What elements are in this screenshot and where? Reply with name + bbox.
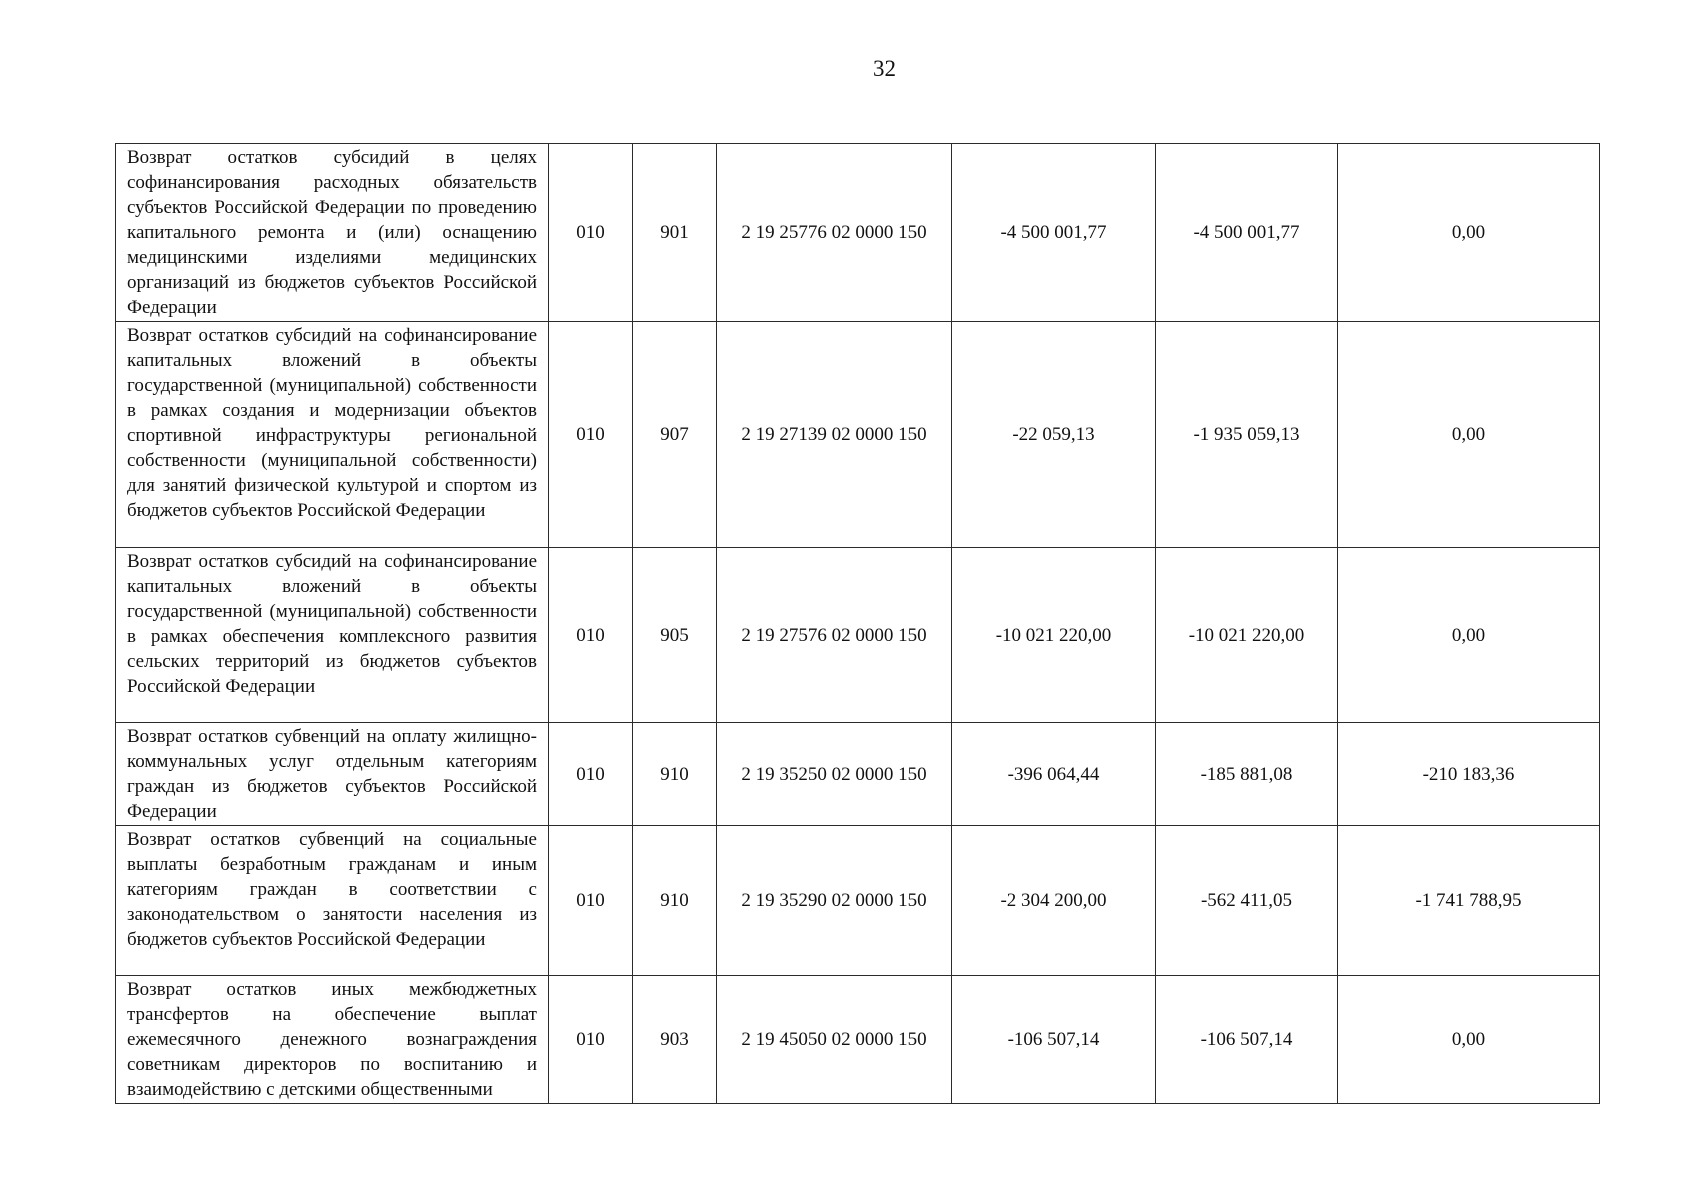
- remainder-amount: 0,00: [1338, 548, 1600, 723]
- table-row: [116, 144, 1600, 322]
- section-code: 010: [549, 548, 633, 723]
- administrator-code: 910: [633, 723, 717, 826]
- row-description: Возврат остатков иных межбюджетных трансфертов на обеспечение выплат ежемесячного денежного вознаграждения советникам директоров по воспитанию и взаимодействию с детскими общественными: [116, 976, 549, 1104]
- section-code: 010: [549, 144, 633, 322]
- total-amount: -10 021 220,00: [952, 548, 1156, 723]
- section-code: 010: [549, 723, 633, 826]
- table-row: [116, 723, 1600, 826]
- budget-classification-code: 2 19 27576 02 0000 150: [717, 548, 952, 723]
- remainder-amount: 0,00: [1338, 322, 1600, 548]
- administrator-code: 907: [633, 322, 717, 548]
- total-amount: -106 507,14: [952, 976, 1156, 1104]
- section-code: 010: [549, 976, 633, 1104]
- total-amount: -2 304 200,00: [952, 826, 1156, 976]
- administrator-code: 901: [633, 144, 717, 322]
- table-row: [116, 826, 1600, 976]
- remainder-amount: 0,00: [1338, 976, 1600, 1104]
- returned-amount: -1 935 059,13: [1156, 322, 1338, 548]
- budget-classification-code: 2 19 27139 02 0000 150: [717, 322, 952, 548]
- page-number: 32: [873, 56, 896, 81]
- table-row: [116, 548, 1600, 723]
- administrator-code: 910: [633, 826, 717, 976]
- administrator-code: 905: [633, 548, 717, 723]
- row-description: Возврат остатков субвенций на социальные выплаты безработным гражданам и иным категориям граждан в соответствии с законодательством о занятости населения из бюджетов субъектов Российской Федерации: [116, 826, 549, 976]
- budget-classification-code: 2 19 35290 02 0000 150: [717, 826, 952, 976]
- administrator-code: 903: [633, 976, 717, 1104]
- budget-classification-code: 2 19 45050 02 0000 150: [717, 976, 952, 1104]
- returned-amount: -185 881,08: [1156, 723, 1338, 826]
- row-description: Возврат остатков субсидий в целях софинансирования расходных обязательств субъектов Российской Федерации по проведению капитального ремонта и (или) оснащению медицинскими изделиями медицинских организаций из бюджетов субъектов Российской Федерации: [116, 144, 549, 322]
- remainder-amount: 0,00: [1338, 144, 1600, 322]
- returned-amount: -562 411,05: [1156, 826, 1338, 976]
- budget-table: [115, 143, 1600, 1104]
- returned-amount: -106 507,14: [1156, 976, 1338, 1104]
- remainder-amount: -1 741 788,95: [1338, 826, 1600, 976]
- table-row: [116, 976, 1600, 1104]
- row-description: Возврат остатков субсидий на софинансирование капитальных вложений в объекты государственной (муниципальной) собственности в рамках обеспечения комплексного развития сельских территорий из бюджетов субъектов Российской Федерации: [116, 548, 549, 723]
- total-amount: -4 500 001,77: [952, 144, 1156, 322]
- section-code: 010: [549, 322, 633, 548]
- total-amount: -396 064,44: [952, 723, 1156, 826]
- row-description: Возврат остатков субсидий на софинансирование капитальных вложений в объекты государственной (муниципальной) собственности в рамках создания и модернизации объектов спортивной инфраструктуры региональной собственности (муниципальной собственности) для занятий физической культурой и спортом из бюджетов субъектов Российской Федерации: [116, 322, 549, 548]
- remainder-amount: -210 183,36: [1338, 723, 1600, 826]
- returned-amount: -10 021 220,00: [1156, 548, 1338, 723]
- budget-classification-code: 2 19 35250 02 0000 150: [717, 723, 952, 826]
- total-amount: -22 059,13: [952, 322, 1156, 548]
- row-description: Возврат остатков субвенций на оплату жилищно-коммунальных услуг отдельным категориям граждан из бюджетов субъектов Российской Федерации: [116, 723, 549, 826]
- returned-amount: -4 500 001,77: [1156, 144, 1338, 322]
- budget-classification-code: 2 19 25776 02 0000 150: [717, 144, 952, 322]
- table-row: [116, 322, 1600, 548]
- section-code: 010: [549, 826, 633, 976]
